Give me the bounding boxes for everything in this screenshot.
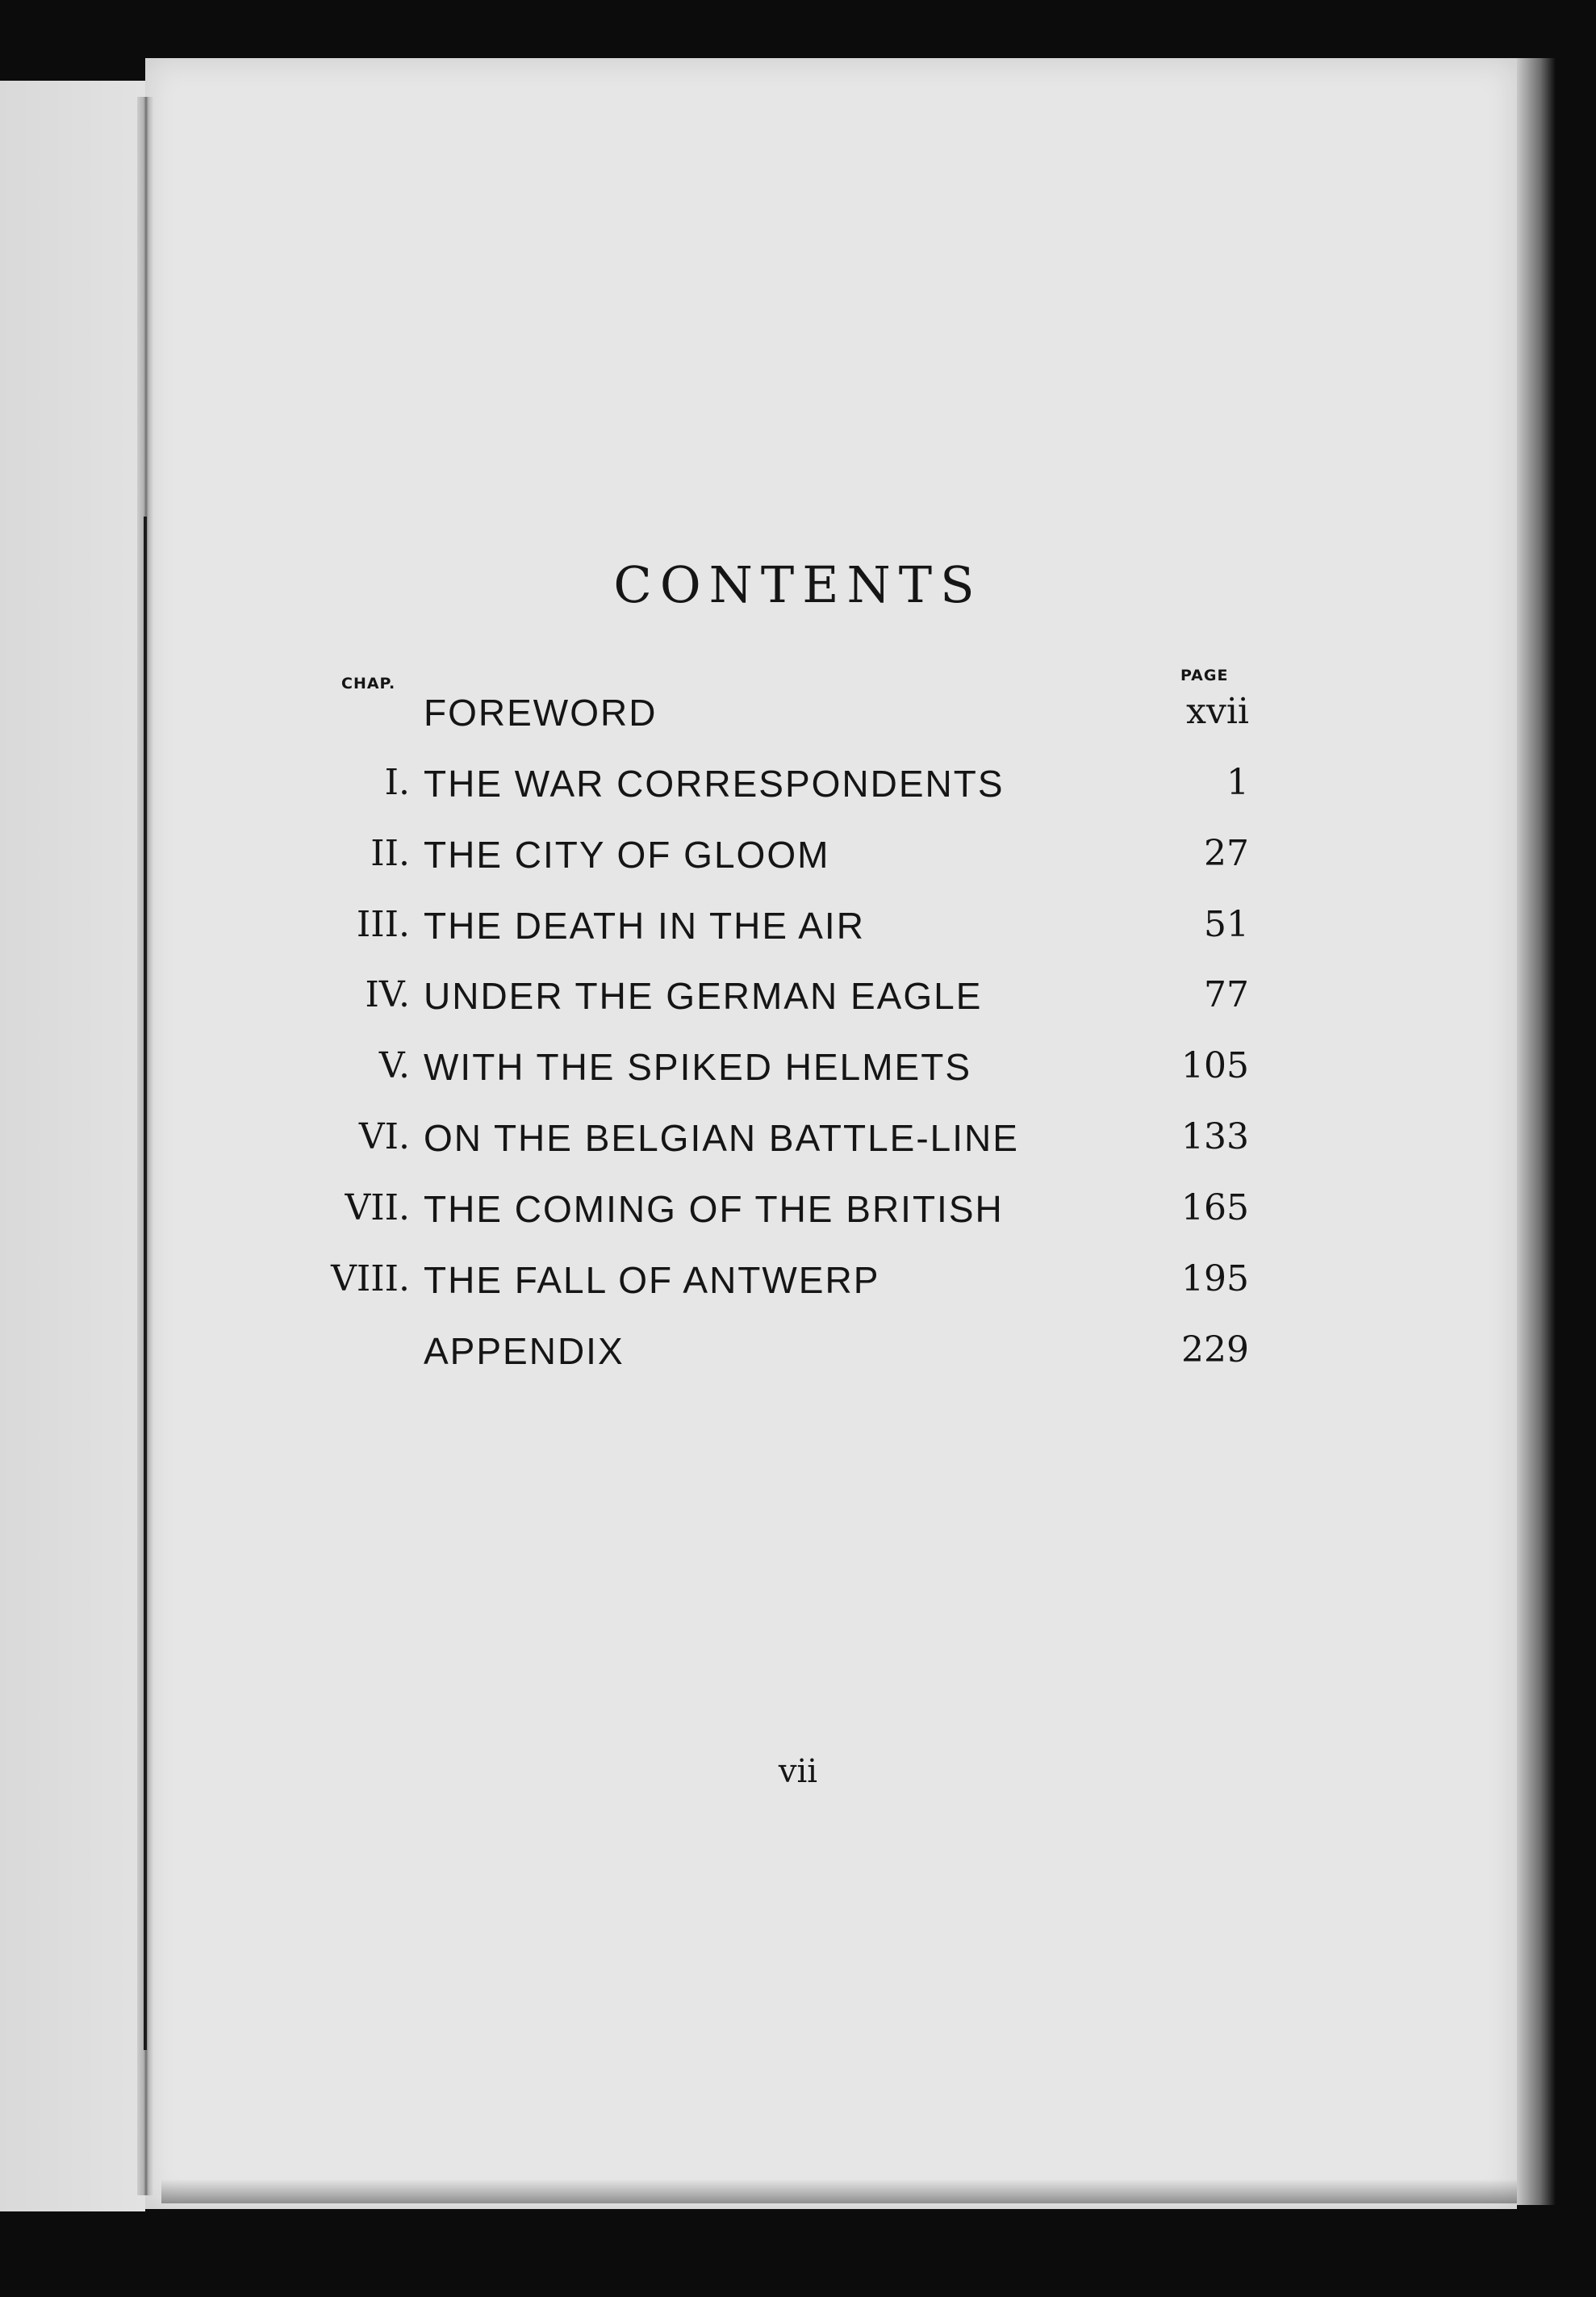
- toc-entry: [0, 1329, 1596, 1378]
- toc-entry: [0, 1045, 1596, 1094]
- chapter-title: THE CITY OF GLOOM: [424, 834, 830, 876]
- chapter-number: I.: [384, 762, 410, 803]
- chapter-title: APPENDIX: [424, 1330, 625, 1372]
- page-number: 51: [1204, 904, 1249, 945]
- toc-entry: [0, 974, 1596, 1023]
- chapter-number: III.: [356, 904, 410, 945]
- chapter-number: IV.: [365, 974, 410, 1015]
- chapter-title: WITH THE SPIKED HELMETS: [424, 1046, 972, 1088]
- page-number: 105: [1181, 1045, 1249, 1086]
- chapter-title: FOREWORD: [424, 692, 658, 734]
- chapter-number: VIII.: [331, 1258, 410, 1299]
- chapter-number: VI.: [358, 1116, 410, 1157]
- page-number: 27: [1204, 833, 1249, 874]
- page-bottom-shadow: [161, 2179, 1517, 2203]
- toc-entry: [0, 833, 1596, 881]
- page-number: 165: [1181, 1187, 1249, 1228]
- toc-entry: [0, 762, 1596, 810]
- toc-entry: [0, 904, 1596, 952]
- page-folio: vii: [778, 1753, 818, 1790]
- chapter-title: THE FALL OF ANTWERP: [424, 1259, 880, 1301]
- chapter-title: THE WAR CORRESPONDENTS: [424, 763, 1005, 805]
- toc-entry: [0, 1258, 1596, 1307]
- chapter-title: ON THE BELGIAN BATTLE-LINE: [424, 1117, 1019, 1159]
- toc-entry: [0, 1187, 1596, 1236]
- page-number: 77: [1204, 974, 1249, 1015]
- toc-entry: [0, 691, 1596, 739]
- chapter-title: UNDER THE GERMAN EAGLE: [424, 975, 983, 1017]
- page-column-header: PAGE: [1180, 667, 1229, 684]
- chapter-number: VII.: [345, 1187, 410, 1228]
- page-number: xvii: [1186, 691, 1249, 732]
- page-number: 133: [1181, 1116, 1249, 1157]
- chapter-title: THE COMING OF THE BRITISH: [424, 1188, 1004, 1230]
- contents-title: CONTENTS: [613, 555, 983, 614]
- page-number: 229: [1181, 1329, 1249, 1370]
- chapter-number: V.: [378, 1045, 410, 1086]
- chapter-number: II.: [370, 833, 410, 874]
- page-number: 1: [1226, 762, 1249, 803]
- toc-entry: [0, 1116, 1596, 1165]
- page-number: 195: [1181, 1258, 1249, 1299]
- chapter-title: THE DEATH IN THE AIR: [424, 905, 865, 947]
- chap-column-header: CHAP.: [341, 675, 396, 692]
